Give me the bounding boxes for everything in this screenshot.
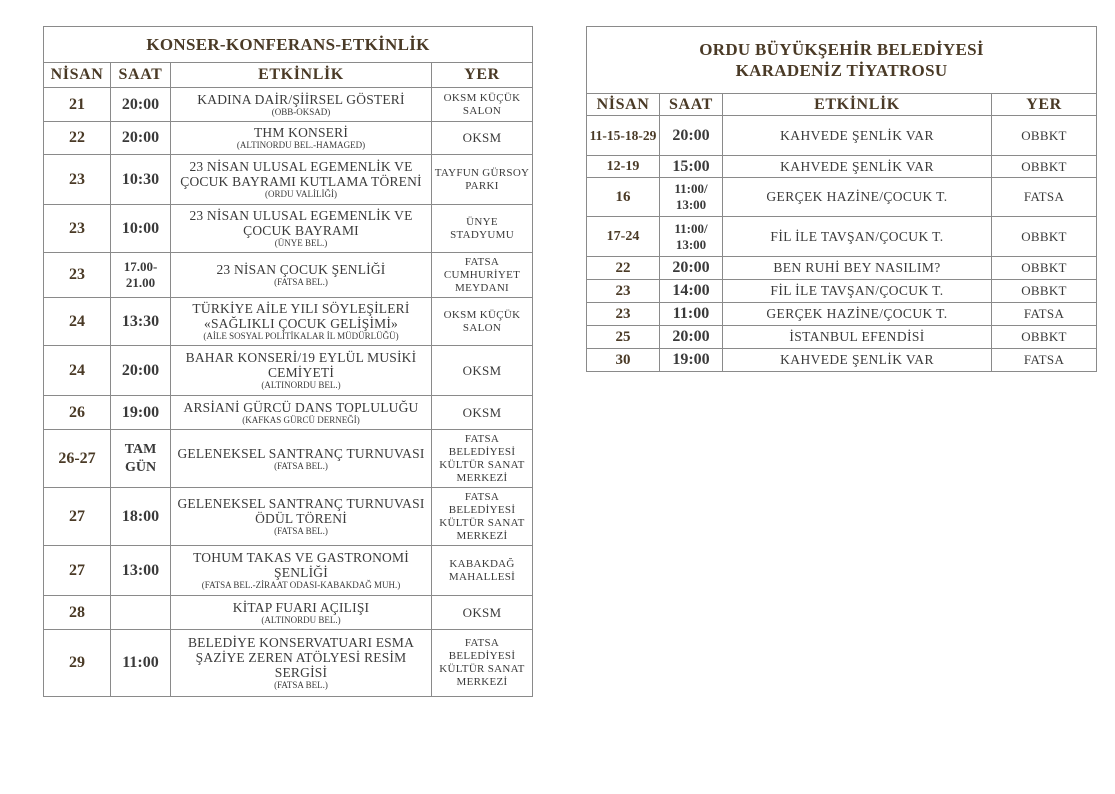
table-row bbox=[44, 346, 533, 396]
row-date: 23 bbox=[587, 280, 660, 303]
row-event bbox=[171, 298, 432, 346]
row-time: 10:00 bbox=[111, 205, 171, 253]
row-place: FATSA bbox=[992, 349, 1097, 372]
row-event: KAHVEDE ŞENLİK VAR bbox=[723, 116, 992, 156]
row-time: 18:00 bbox=[111, 488, 171, 546]
row-place: OBBKT bbox=[992, 326, 1097, 349]
row-time: 11:00 bbox=[111, 630, 171, 697]
table-row bbox=[587, 156, 1097, 178]
right-header-event: ETKİNLİK bbox=[723, 94, 992, 116]
row-time: 19:00 bbox=[111, 396, 171, 430]
event-title: 23 NİSAN ULUSAL EGEMENLİK VE ÇOCUK BAYRAMI KUTLAMA TÖRENİ bbox=[180, 159, 422, 189]
table-row bbox=[44, 430, 533, 488]
row-date: 23 bbox=[587, 303, 660, 326]
row-event: BEN RUHİ BEY NASILIM? bbox=[723, 257, 992, 280]
row-event bbox=[171, 430, 432, 488]
row-place: KABAKDAĞ MAHALLESİ bbox=[432, 546, 533, 596]
row-event bbox=[171, 488, 432, 546]
event-title: KİTAP FUARI AÇILIŞI bbox=[232, 599, 370, 615]
right-table-title bbox=[587, 27, 1097, 94]
row-date: 28 bbox=[44, 596, 111, 630]
row-place: OKSM bbox=[432, 396, 533, 430]
row-time: TAM GÜN bbox=[111, 430, 171, 488]
table-row bbox=[587, 116, 1097, 156]
row-date: 17-24 bbox=[587, 217, 660, 257]
row-event bbox=[171, 155, 432, 205]
event-organizer: (ALTINORDU BEL.-HAMAGED) bbox=[236, 140, 366, 150]
row-date: 16 bbox=[587, 178, 660, 217]
row-time: 11:00 bbox=[660, 303, 723, 326]
row-date: 24 bbox=[44, 298, 111, 346]
row-event: İSTANBUL EFENDİSİ bbox=[723, 326, 992, 349]
row-event bbox=[171, 596, 432, 630]
event-organizer: (FATSA BEL.) bbox=[274, 277, 328, 287]
table-row bbox=[44, 630, 533, 697]
row-place: ÜNYE STADYUMU bbox=[432, 205, 533, 253]
row-date: 11-15-18-29 bbox=[587, 116, 660, 156]
row-date: 24 bbox=[44, 346, 111, 396]
row-time: 13:00 bbox=[111, 546, 171, 596]
row-time: 20:00 bbox=[111, 346, 171, 396]
event-organizer: (AİLE SOSYAL POLİTİKALAR İL MÜDÜRLÜĞÜ) bbox=[203, 331, 399, 341]
row-event bbox=[171, 396, 432, 430]
row-date: 27 bbox=[44, 546, 111, 596]
table-row bbox=[44, 488, 533, 546]
event-organizer: (FATSA BEL.-ZİRAAT ODASI-KABAKDAĞ MUH.) bbox=[201, 580, 401, 590]
event-organizer: (ORDU VALİLİĞİ) bbox=[265, 189, 337, 199]
row-place: OKSM bbox=[432, 596, 533, 630]
row-event: GERÇEK HAZİNE/ÇOCUK T. bbox=[723, 178, 992, 217]
row-event bbox=[171, 253, 432, 298]
row-date: 21 bbox=[44, 88, 111, 122]
event-organizer: (ALTINORDU BEL.) bbox=[261, 380, 341, 390]
event-title: THM KONSERİ bbox=[253, 125, 349, 140]
table-row bbox=[44, 396, 533, 430]
row-date: 22 bbox=[44, 122, 111, 155]
table-row bbox=[44, 122, 533, 155]
row-date: 26 bbox=[44, 396, 111, 430]
row-place: OKSM KÜÇÜK SALON bbox=[432, 298, 533, 346]
table-row bbox=[44, 253, 533, 298]
row-date: 23 bbox=[44, 253, 111, 298]
row-date: 23 bbox=[44, 205, 111, 253]
row-time: 20:00 bbox=[660, 257, 723, 280]
row-time: 20:00 bbox=[111, 122, 171, 155]
event-organizer: (FATSA BEL.) bbox=[274, 680, 328, 690]
row-place: OKSM bbox=[432, 122, 533, 155]
table-row bbox=[44, 88, 533, 122]
event-title: GELENEKSEL SANTRANÇ TURNUVASI ÖDÜL TÖRENİ bbox=[177, 496, 425, 526]
table-row bbox=[587, 326, 1097, 349]
right-header-place: YER bbox=[992, 94, 1097, 116]
row-place: FATSA CUMHURİYET MEYDANI bbox=[432, 253, 533, 298]
table-row bbox=[587, 280, 1097, 303]
row-time bbox=[111, 596, 171, 630]
row-place: OBBKT bbox=[992, 116, 1097, 156]
row-time: 20:00 bbox=[660, 116, 723, 156]
row-place: FATSA BELEDİYESİ KÜLTÜR SANAT MERKEZİ bbox=[432, 430, 533, 488]
left-table-title: KONSER-KONFERANS-ETKİNLİK bbox=[44, 27, 533, 63]
row-date: 22 bbox=[587, 257, 660, 280]
event-organizer: (ALTINORDU BEL.) bbox=[261, 614, 341, 625]
concert-conference-event-table bbox=[43, 26, 533, 697]
row-date: 27 bbox=[44, 488, 111, 546]
row-event: KAHVEDE ŞENLİK VAR bbox=[723, 349, 992, 372]
row-time: 11:00/ 13:00 bbox=[660, 178, 723, 217]
row-place: FATSA BELEDİYESİ KÜLTÜR SANAT MERKEZİ bbox=[432, 488, 533, 546]
table-row bbox=[44, 298, 533, 346]
row-place: OKSM KÜÇÜK SALON bbox=[432, 88, 533, 122]
event-organizer: (OBB-OKSAD) bbox=[271, 106, 331, 117]
left-header-date: NİSAN bbox=[44, 63, 111, 88]
row-event bbox=[171, 205, 432, 253]
left-header-place: YER bbox=[432, 63, 533, 88]
event-organizer: (KAFKAS GÜRCÜ DERNEĞİ) bbox=[242, 414, 360, 425]
row-time: 15:00 bbox=[660, 156, 723, 178]
row-date: 23 bbox=[44, 155, 111, 205]
row-time: 10:30 bbox=[111, 155, 171, 205]
event-title: BAHAR KONSERİ/19 EYLÜL MUSİKİ CEMİYETİ bbox=[185, 350, 417, 380]
row-time: 20:00 bbox=[111, 88, 171, 122]
table-row bbox=[44, 546, 533, 596]
right-title-line2: KARADENİZ TİYATROSU bbox=[735, 61, 948, 80]
row-event: GERÇEK HAZİNE/ÇOCUK T. bbox=[723, 303, 992, 326]
row-time: 13:30 bbox=[111, 298, 171, 346]
row-place: TAYFUN GÜRSOY PARKI bbox=[432, 155, 533, 205]
row-place: OKSM bbox=[432, 346, 533, 396]
left-header-time: SAAT bbox=[111, 63, 171, 88]
table-row bbox=[44, 205, 533, 253]
table-row bbox=[587, 178, 1097, 217]
table-row bbox=[587, 349, 1097, 372]
left-header-event: ETKİNLİK bbox=[171, 63, 432, 88]
row-date: 30 bbox=[587, 349, 660, 372]
row-place: OBBKT bbox=[992, 156, 1097, 178]
row-event bbox=[171, 122, 432, 155]
table-row bbox=[587, 217, 1097, 257]
row-event bbox=[171, 546, 432, 596]
table-row bbox=[44, 596, 533, 630]
row-place: FATSA BELEDİYESİ KÜLTÜR SANAT MERKEZİ bbox=[432, 630, 533, 697]
row-date: 25 bbox=[587, 326, 660, 349]
row-event bbox=[171, 346, 432, 396]
row-event bbox=[171, 630, 432, 697]
row-place: FATSA bbox=[992, 178, 1097, 217]
row-time: 19:00 bbox=[660, 349, 723, 372]
karadeniz-theatre-table bbox=[586, 26, 1097, 372]
event-title: 23 NİSAN ÇOCUK ŞENLİĞİ bbox=[216, 262, 386, 277]
event-title: 23 NİSAN ULUSAL EGEMENLİK VE ÇOCUK BAYRAMI bbox=[189, 208, 413, 238]
table-row bbox=[587, 257, 1097, 280]
event-organizer: (ÜNYE BEL.) bbox=[274, 238, 328, 248]
right-title-line1: ORDU BÜYÜKŞEHİR BELEDİYESİ bbox=[699, 40, 984, 59]
row-event: FİL İLE TAVŞAN/ÇOCUK T. bbox=[723, 217, 992, 257]
table-row bbox=[44, 155, 533, 205]
right-header-time: SAAT bbox=[660, 94, 723, 116]
row-place: OBBKT bbox=[992, 257, 1097, 280]
row-event: FİL İLE TAVŞAN/ÇOCUK T. bbox=[723, 280, 992, 303]
row-date: 12-19 bbox=[587, 156, 660, 178]
row-event: KAHVEDE ŞENLİK VAR bbox=[723, 156, 992, 178]
row-place: OBBKT bbox=[992, 280, 1097, 303]
event-title: BELEDİYE KONSERVATUARI ESMA ŞAZİYE ZEREN ATÖLYESİ RESİM SERGİSİ bbox=[187, 635, 415, 680]
row-place: OBBKT bbox=[992, 217, 1097, 257]
table-row bbox=[587, 303, 1097, 326]
event-title: TÜRKİYE AİLE YILI SÖYLEŞİLERİ «SAĞLIKLI ÇOCUK GELİŞİMİ» bbox=[192, 301, 410, 331]
event-organizer: (FATSA BEL.) bbox=[274, 460, 328, 471]
event-title: KADINA DAİR/ŞİİRSEL GÖSTERİ bbox=[197, 91, 405, 107]
row-event bbox=[171, 88, 432, 122]
event-organizer: (FATSA BEL.) bbox=[274, 526, 328, 536]
event-title: ARSİANİ GÜRCÜ DANS TOPLULUĞU bbox=[183, 399, 419, 415]
row-time: 14:00 bbox=[660, 280, 723, 303]
row-date: 26-27 bbox=[44, 430, 111, 488]
row-place: FATSA bbox=[992, 303, 1097, 326]
right-header-date: NİSAN bbox=[587, 94, 660, 116]
row-time: 17.00-21.00 bbox=[111, 253, 171, 298]
event-title: GELENEKSEL SANTRANÇ TURNUVASI bbox=[177, 445, 425, 461]
event-title: TOHUM TAKAS VE GASTRONOMİ ŞENLİĞİ bbox=[193, 550, 409, 580]
row-time: 11:00/ 13:00 bbox=[660, 217, 723, 257]
row-time: 20:00 bbox=[660, 326, 723, 349]
row-date: 29 bbox=[44, 630, 111, 697]
